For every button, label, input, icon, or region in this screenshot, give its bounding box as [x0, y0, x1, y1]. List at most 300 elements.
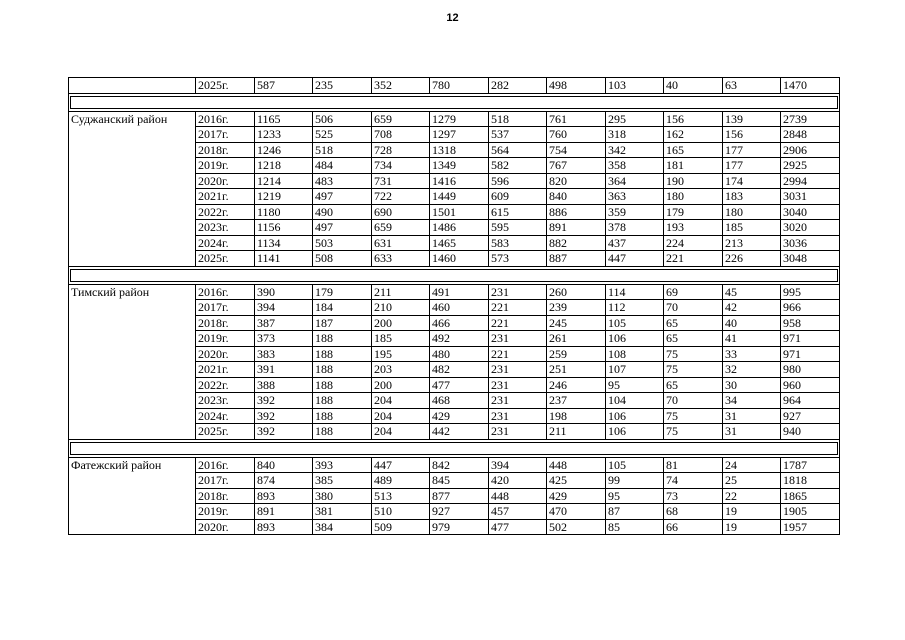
value-cell: 19	[723, 504, 781, 520]
value-cell: 105	[606, 315, 664, 331]
value-cell: 231	[489, 331, 547, 347]
value-cell: 211	[547, 424, 606, 440]
value-cell: 204	[372, 408, 430, 424]
value-cell: 185	[372, 331, 430, 347]
district-cell-empty	[69, 78, 196, 94]
year-cell: 2025г.	[196, 424, 255, 440]
value-cell: 231	[489, 377, 547, 393]
value-cell: 391	[255, 362, 313, 378]
year-cell: 2016г.	[196, 284, 255, 300]
value-cell: 2739	[781, 111, 840, 127]
value-cell: 490	[313, 204, 372, 220]
value-cell: 394	[255, 300, 313, 316]
value-cell: 1156	[255, 220, 313, 236]
value-cell: 980	[781, 362, 840, 378]
value-cell: 203	[372, 362, 430, 378]
value-cell: 887	[547, 251, 606, 267]
value-cell: 188	[313, 408, 372, 424]
value-cell: 213	[723, 235, 781, 251]
year-cell: 2025г.	[196, 78, 255, 94]
value-cell: 1279	[430, 111, 489, 127]
value-cell: 34	[723, 393, 781, 409]
value-cell: 2994	[781, 173, 840, 189]
value-cell: 483	[313, 173, 372, 189]
value-cell: 1180	[255, 204, 313, 220]
value-cell: 1297	[430, 127, 489, 143]
value-cell: 1449	[430, 189, 489, 205]
value-cell: 497	[313, 220, 372, 236]
value-cell: 3031	[781, 189, 840, 205]
value-cell: 1214	[255, 173, 313, 189]
value-cell: 63	[723, 78, 781, 94]
value-cell: 239	[547, 300, 606, 316]
value-cell: 19	[723, 519, 781, 535]
value-cell: 477	[489, 519, 547, 535]
year-cell: 2019г.	[196, 158, 255, 174]
value-cell: 187	[313, 315, 372, 331]
value-cell: 385	[313, 473, 372, 489]
value-cell: 728	[372, 142, 430, 158]
value-cell: 927	[430, 504, 489, 520]
value-cell: 103	[606, 78, 664, 94]
separator-row	[69, 266, 840, 284]
value-cell: 731	[372, 173, 430, 189]
value-cell: 221	[489, 300, 547, 316]
year-cell: 2022г.	[196, 204, 255, 220]
value-cell: 24	[723, 457, 781, 473]
value-cell: 1787	[781, 457, 840, 473]
value-cell: 609	[489, 189, 547, 205]
value-cell: 583	[489, 235, 547, 251]
value-cell: 106	[606, 331, 664, 347]
value-cell: 31	[723, 424, 781, 440]
value-cell: 358	[606, 158, 664, 174]
value-cell: 188	[313, 362, 372, 378]
year-cell: 2025г.	[196, 251, 255, 267]
value-cell: 380	[313, 488, 372, 504]
value-cell: 429	[547, 488, 606, 504]
value-cell: 221	[664, 251, 723, 267]
value-cell: 104	[606, 393, 664, 409]
value-cell: 497	[313, 189, 372, 205]
value-cell: 470	[547, 504, 606, 520]
value-cell: 1465	[430, 235, 489, 251]
value-cell: 177	[723, 142, 781, 158]
value-cell: 1141	[255, 251, 313, 267]
value-cell: 891	[255, 504, 313, 520]
value-cell: 226	[723, 251, 781, 267]
value-cell: 2848	[781, 127, 840, 143]
value-cell: 25	[723, 473, 781, 489]
year-cell: 2018г.	[196, 142, 255, 158]
value-cell: 387	[255, 315, 313, 331]
value-cell: 509	[372, 519, 430, 535]
separator-cell	[69, 439, 840, 457]
value-cell: 760	[547, 127, 606, 143]
value-cell: 877	[430, 488, 489, 504]
value-cell: 390	[255, 284, 313, 300]
value-cell: 506	[313, 111, 372, 127]
value-cell: 200	[372, 315, 430, 331]
value-cell: 1470	[781, 78, 840, 94]
value-cell: 74	[664, 473, 723, 489]
value-cell: 251	[547, 362, 606, 378]
value-cell: 156	[664, 111, 723, 127]
value-cell: 1957	[781, 519, 840, 535]
value-cell: 447	[372, 457, 430, 473]
value-cell: 491	[430, 284, 489, 300]
value-cell: 31	[723, 408, 781, 424]
value-cell: 820	[547, 173, 606, 189]
value-cell: 466	[430, 315, 489, 331]
value-cell: 260	[547, 284, 606, 300]
separator-cell	[69, 93, 840, 111]
value-cell: 246	[547, 377, 606, 393]
value-cell: 429	[430, 408, 489, 424]
value-cell: 68	[664, 504, 723, 520]
value-cell: 65	[664, 331, 723, 347]
year-cell: 2018г.	[196, 488, 255, 504]
value-cell: 1486	[430, 220, 489, 236]
value-cell: 587	[255, 78, 313, 94]
year-cell: 2023г.	[196, 393, 255, 409]
value-cell: 231	[489, 393, 547, 409]
value-cell: 633	[372, 251, 430, 267]
value-cell: 188	[313, 331, 372, 347]
value-cell: 1219	[255, 189, 313, 205]
value-cell: 188	[313, 424, 372, 440]
table-row	[69, 457, 840, 473]
value-cell: 235	[313, 78, 372, 94]
value-cell: 180	[723, 204, 781, 220]
value-cell: 754	[547, 142, 606, 158]
value-cell: 156	[723, 127, 781, 143]
value-cell: 1318	[430, 142, 489, 158]
value-cell: 780	[430, 78, 489, 94]
value-cell: 75	[664, 408, 723, 424]
value-cell: 498	[547, 78, 606, 94]
value-cell: 114	[606, 284, 664, 300]
value-cell: 3036	[781, 235, 840, 251]
value-cell: 582	[489, 158, 547, 174]
value-cell: 1905	[781, 504, 840, 520]
value-cell: 30	[723, 377, 781, 393]
value-cell: 381	[313, 504, 372, 520]
value-cell: 477	[430, 377, 489, 393]
year-cell: 2021г.	[196, 362, 255, 378]
value-cell: 537	[489, 127, 547, 143]
value-cell: 502	[547, 519, 606, 535]
value-cell: 95	[606, 377, 664, 393]
value-cell: 392	[255, 424, 313, 440]
value-cell: 188	[313, 346, 372, 362]
value-cell: 193	[664, 220, 723, 236]
district-name: Тимский район	[69, 284, 196, 439]
value-cell: 3020	[781, 220, 840, 236]
value-cell: 891	[547, 220, 606, 236]
year-cell: 2024г.	[196, 408, 255, 424]
value-cell: 457	[489, 504, 547, 520]
value-cell: 393	[313, 457, 372, 473]
year-cell: 2024г.	[196, 235, 255, 251]
value-cell: 448	[489, 488, 547, 504]
value-cell: 245	[547, 315, 606, 331]
value-cell: 958	[781, 315, 840, 331]
value-cell: 87	[606, 504, 664, 520]
value-cell: 2906	[781, 142, 840, 158]
value-cell: 231	[489, 362, 547, 378]
value-cell: 184	[313, 300, 372, 316]
value-cell: 927	[781, 408, 840, 424]
value-cell: 66	[664, 519, 723, 535]
data-table	[68, 77, 840, 535]
value-cell: 388	[255, 377, 313, 393]
year-cell: 2017г.	[196, 473, 255, 489]
value-cell: 81	[664, 457, 723, 473]
value-cell: 3048	[781, 251, 840, 267]
value-cell: 1165	[255, 111, 313, 127]
value-cell: 480	[430, 346, 489, 362]
value-cell: 22	[723, 488, 781, 504]
value-cell: 518	[313, 142, 372, 158]
value-cell: 659	[372, 111, 430, 127]
value-cell: 75	[664, 346, 723, 362]
value-cell: 261	[547, 331, 606, 347]
year-cell: 2023г.	[196, 220, 255, 236]
value-cell: 179	[664, 204, 723, 220]
value-cell: 979	[430, 519, 489, 535]
value-cell: 73	[664, 488, 723, 504]
value-cell: 190	[664, 173, 723, 189]
value-cell: 492	[430, 331, 489, 347]
table-row	[69, 284, 840, 300]
year-cell: 2016г.	[196, 457, 255, 473]
value-cell: 761	[547, 111, 606, 127]
value-cell: 342	[606, 142, 664, 158]
value-cell: 631	[372, 235, 430, 251]
value-cell: 448	[547, 457, 606, 473]
value-cell: 75	[664, 424, 723, 440]
separator-row	[69, 439, 840, 457]
value-cell: 503	[313, 235, 372, 251]
value-cell: 177	[723, 158, 781, 174]
value-cell: 394	[489, 457, 547, 473]
value-cell: 1233	[255, 127, 313, 143]
value-cell: 174	[723, 173, 781, 189]
value-cell: 596	[489, 173, 547, 189]
value-cell: 1349	[430, 158, 489, 174]
table-row	[69, 111, 840, 127]
value-cell: 2925	[781, 158, 840, 174]
value-cell: 364	[606, 173, 664, 189]
value-cell: 513	[372, 488, 430, 504]
value-cell: 468	[430, 393, 489, 409]
value-cell: 40	[723, 315, 781, 331]
value-cell: 447	[606, 251, 664, 267]
year-cell: 2018г.	[196, 315, 255, 331]
value-cell: 106	[606, 424, 664, 440]
value-cell: 139	[723, 111, 781, 127]
value-cell: 893	[255, 519, 313, 535]
value-cell: 373	[255, 331, 313, 347]
district-name: Фатежский район	[69, 457, 196, 535]
value-cell: 940	[781, 424, 840, 440]
value-cell: 995	[781, 284, 840, 300]
value-cell: 383	[255, 346, 313, 362]
value-cell: 384	[313, 519, 372, 535]
value-cell: 508	[313, 251, 372, 267]
value-cell: 41	[723, 331, 781, 347]
value-cell: 95	[606, 488, 664, 504]
value-cell: 105	[606, 457, 664, 473]
value-cell: 659	[372, 220, 430, 236]
value-cell: 204	[372, 393, 430, 409]
value-cell: 964	[781, 393, 840, 409]
value-cell: 1218	[255, 158, 313, 174]
value-cell: 237	[547, 393, 606, 409]
value-cell: 295	[606, 111, 664, 127]
value-cell: 378	[606, 220, 664, 236]
value-cell: 221	[489, 346, 547, 362]
value-cell: 108	[606, 346, 664, 362]
value-cell: 615	[489, 204, 547, 220]
value-cell: 392	[255, 408, 313, 424]
year-cell: 2020г.	[196, 346, 255, 362]
value-cell: 734	[372, 158, 430, 174]
value-cell: 363	[606, 189, 664, 205]
value-cell: 69	[664, 284, 723, 300]
value-cell: 107	[606, 362, 664, 378]
value-cell: 1818	[781, 473, 840, 489]
value-cell: 65	[664, 315, 723, 331]
district-name: Суджанский район	[69, 111, 196, 266]
value-cell: 40	[664, 78, 723, 94]
value-cell: 484	[313, 158, 372, 174]
value-cell: 211	[372, 284, 430, 300]
value-cell: 420	[489, 473, 547, 489]
year-cell: 2022г.	[196, 377, 255, 393]
year-cell: 2017г.	[196, 127, 255, 143]
value-cell: 1501	[430, 204, 489, 220]
value-cell: 845	[430, 473, 489, 489]
year-cell: 2017г.	[196, 300, 255, 316]
value-cell: 188	[313, 377, 372, 393]
value-cell: 70	[664, 300, 723, 316]
value-cell: 722	[372, 189, 430, 205]
value-cell: 65	[664, 377, 723, 393]
value-cell: 359	[606, 204, 664, 220]
value-cell: 210	[372, 300, 430, 316]
value-cell: 42	[723, 300, 781, 316]
value-cell: 45	[723, 284, 781, 300]
value-cell: 224	[664, 235, 723, 251]
value-cell: 690	[372, 204, 430, 220]
value-cell: 188	[313, 393, 372, 409]
value-cell: 767	[547, 158, 606, 174]
value-cell: 564	[489, 142, 547, 158]
value-cell: 886	[547, 204, 606, 220]
value-cell: 573	[489, 251, 547, 267]
value-cell: 106	[606, 408, 664, 424]
value-cell: 181	[664, 158, 723, 174]
value-cell: 231	[489, 284, 547, 300]
value-cell: 874	[255, 473, 313, 489]
value-cell: 442	[430, 424, 489, 440]
value-cell: 489	[372, 473, 430, 489]
value-cell: 525	[313, 127, 372, 143]
value-cell: 966	[781, 300, 840, 316]
value-cell: 99	[606, 473, 664, 489]
value-cell: 195	[372, 346, 430, 362]
value-cell: 840	[255, 457, 313, 473]
value-cell: 1246	[255, 142, 313, 158]
value-cell: 185	[723, 220, 781, 236]
value-cell: 840	[547, 189, 606, 205]
value-cell: 1134	[255, 235, 313, 251]
value-cell: 960	[781, 377, 840, 393]
value-cell: 198	[547, 408, 606, 424]
value-cell: 204	[372, 424, 430, 440]
value-cell: 510	[372, 504, 430, 520]
year-cell: 2019г.	[196, 504, 255, 520]
value-cell: 200	[372, 377, 430, 393]
value-cell: 112	[606, 300, 664, 316]
value-cell: 971	[781, 346, 840, 362]
value-cell: 318	[606, 127, 664, 143]
value-cell: 352	[372, 78, 430, 94]
value-cell: 162	[664, 127, 723, 143]
value-cell: 70	[664, 393, 723, 409]
value-cell: 259	[547, 346, 606, 362]
year-cell: 2021г.	[196, 189, 255, 205]
value-cell: 708	[372, 127, 430, 143]
value-cell: 75	[664, 362, 723, 378]
value-cell: 882	[547, 235, 606, 251]
year-cell: 2020г.	[196, 173, 255, 189]
value-cell: 595	[489, 220, 547, 236]
value-cell: 282	[489, 78, 547, 94]
value-cell: 425	[547, 473, 606, 489]
value-cell: 179	[313, 284, 372, 300]
value-cell: 971	[781, 331, 840, 347]
value-cell: 1416	[430, 173, 489, 189]
year-cell: 2016г.	[196, 111, 255, 127]
value-cell: 33	[723, 346, 781, 362]
value-cell: 32	[723, 362, 781, 378]
value-cell: 482	[430, 362, 489, 378]
value-cell: 85	[606, 519, 664, 535]
value-cell: 180	[664, 189, 723, 205]
year-cell: 2019г.	[196, 331, 255, 347]
value-cell: 893	[255, 488, 313, 504]
table-row	[69, 78, 840, 94]
separator-row	[69, 93, 840, 111]
value-cell: 183	[723, 189, 781, 205]
year-cell: 2020г.	[196, 519, 255, 535]
value-cell: 842	[430, 457, 489, 473]
value-cell: 221	[489, 315, 547, 331]
value-cell: 3040	[781, 204, 840, 220]
value-cell: 231	[489, 408, 547, 424]
value-cell: 165	[664, 142, 723, 158]
value-cell: 392	[255, 393, 313, 409]
separator-cell	[69, 266, 840, 284]
value-cell: 437	[606, 235, 664, 251]
value-cell: 1460	[430, 251, 489, 267]
value-cell: 231	[489, 424, 547, 440]
page-number: 12	[446, 12, 459, 24]
value-cell: 460	[430, 300, 489, 316]
